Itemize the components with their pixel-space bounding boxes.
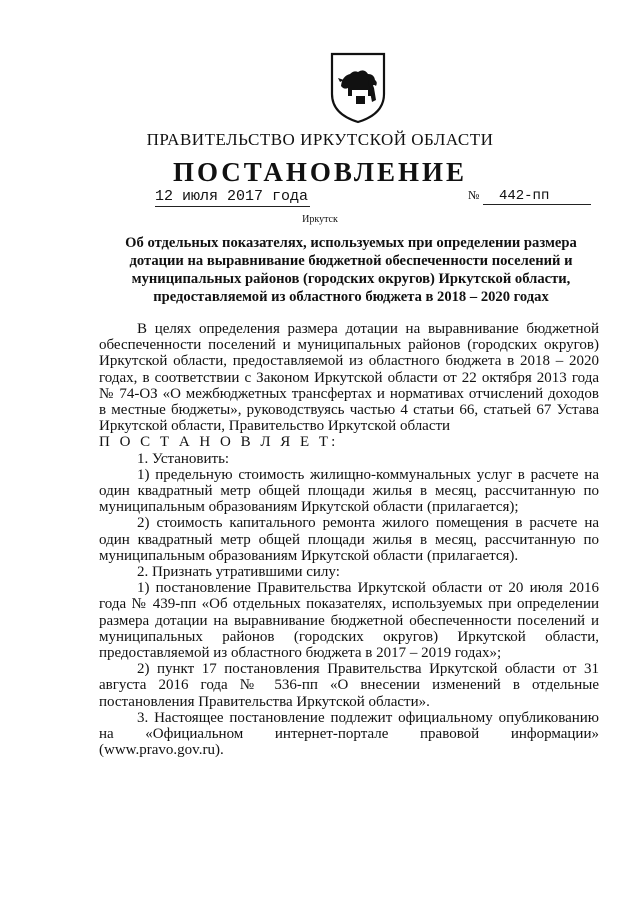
item-2: 2. Признать утратившими силу: [137,564,340,581]
title-line: Об отдельных показателях, используемых при определении размера [125,235,577,251]
decree-body [99,321,599,758]
item-1: 1. Установить: [137,450,230,467]
item-1-1: 1) предельную стоимость жилищно-коммунальных услуг в расчете на один квадратный метр общей площади жилья в месяц, рассчитанную по муниципальным образованиям Иркутской области (прилагается); [99,466,599,516]
decree-number: 442-пп [483,188,591,205]
item-2-2: 2) пункт 17 постановления Правительства Иркутской области от 31 августа 2016 года № 536-пп «О внесении изменений в отдельные постановления Правительства Иркутской области». [99,661,599,710]
item-1-2: 2) стоимость капитального ремонта жилого помещения в расчете на один квадратный метр общей площади жилья в месяц, рассчитанную по муниципальным образованиям Иркутской области (прилагается). [99,515,599,564]
item-3: 3. Настоящее постановление подлежит официальному опубликованию на «Официальном интернет-портале правовой информации» (www.pravo.gov.ru). [99,709,599,759]
number-sign: № [468,188,480,202]
government-name: ПРАВИТЕЛЬСТВО ИРКУТСКОЙ ОБЛАСТИ [146,130,494,149]
title-line: муниципальных районов (городских округов) Иркутской области, [131,271,571,287]
irkutsk-coat-of-arms-icon [328,50,388,124]
document-type: ПОСТАНОВЛЕНИЕ [172,157,468,187]
item-2-1: 1) постановление Правительства Иркутской области от 20 июля 2016 года № 439-пп «Об отдельных показателях, используемых при определении размера дотации на выравнивание бюджетной обеспеченности поселений и муниципальных районов (городских округов) Иркутской области, предоставляемой из областного бюджета в 2017 – 2019 годах»; [99,580,599,662]
title-line: дотации на выравнивание бюджетной обеспеченности поселений и [129,253,573,269]
decree-date: 12 июля 2017 года [155,188,309,205]
decree-number-block [468,188,591,205]
decree-title [108,234,594,306]
resolves-heading: П О С Т А Н О В Л Я Е Т: [99,434,339,451]
title-line: предоставляемой из областного бюджета в 2018 – 2020 годах [153,289,549,305]
preamble: В целях определения размера дотации на выравнивание бюджетной обеспеченности поселений и муниципальных районов (городских округов) Иркутской области, предоставляемой из областного бюджета в 2018 – 2020 годах, в соответствии с Законом Иркутской области от 22 октября 2013 года № 74-ОЗ «О межбюджетных трансфертах и нормативах отчислений доходов в местные бюджеты», руководствуясь частью 4 статьи 66, статьей 67 Устава Иркутской области, Правительство Иркутской области [99,321,599,435]
city: Иркутск [302,214,338,225]
